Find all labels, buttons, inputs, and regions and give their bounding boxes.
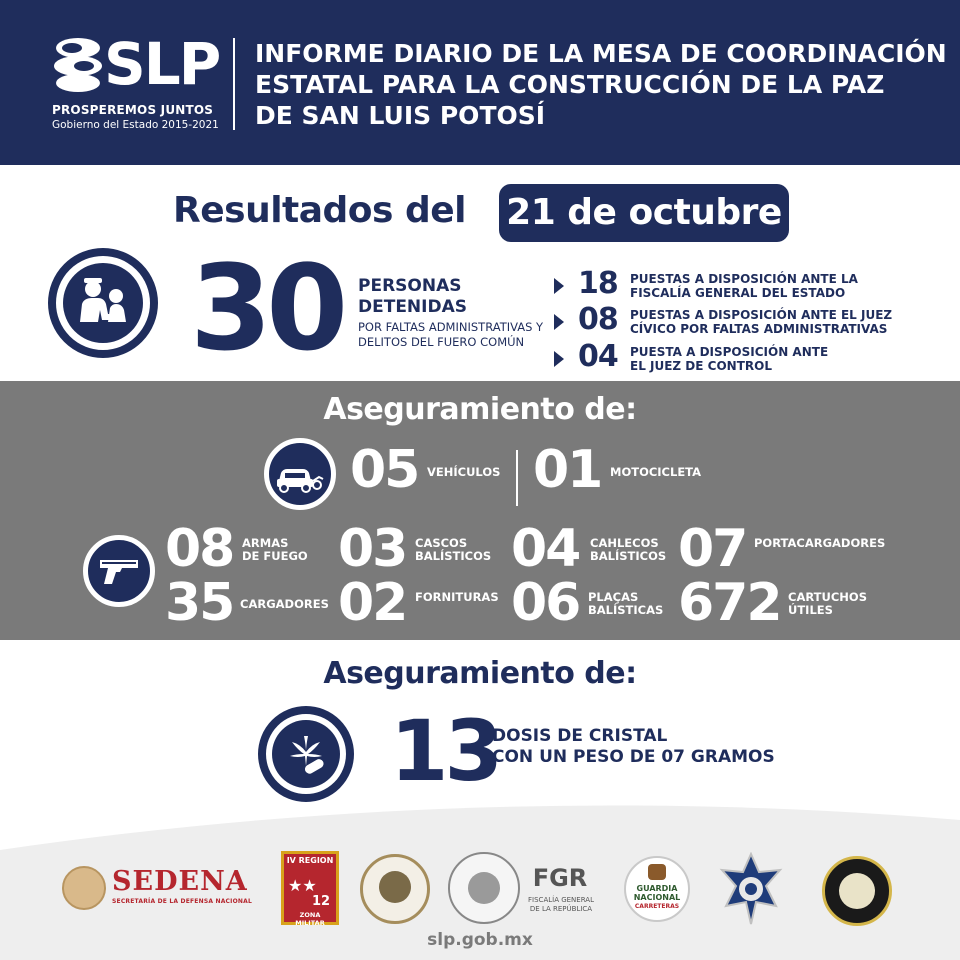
website-link[interactable]: slp.gob.mx (427, 930, 533, 950)
mexico-federal-seal-icon (448, 852, 520, 924)
vehicle-icon (264, 438, 336, 510)
helmets-count: 03 (338, 519, 407, 579)
arrow-right-icon (554, 278, 564, 294)
header-divider (233, 38, 235, 130)
belts-count: 02 (338, 573, 407, 633)
vehicles-count: 05 (350, 440, 419, 500)
motorcycles-label: MOTOCICLETA (610, 465, 702, 479)
firearms-count: 08 (165, 519, 234, 579)
government-period: Gobierno del Estado 2015-2021 (52, 119, 219, 131)
arrow-right-icon (554, 351, 564, 367)
drugs-icon (258, 706, 354, 802)
helmets-label: CASCOS BALÍSTICOS (415, 536, 492, 563)
magazines-label: CARGADORES (240, 597, 329, 611)
magazine-holders-label: PORTACARGADORES (754, 536, 886, 550)
slp-logo-text: SLP (104, 30, 220, 98)
vests-count: 04 (511, 519, 580, 579)
cartridges-count: 672 (678, 573, 781, 633)
fgr-logo: FGR (532, 864, 588, 892)
drugs-title: Aseguramiento de: (323, 656, 637, 691)
doses-count: 13 (390, 702, 499, 800)
date-badge: 21 de octubre (499, 184, 789, 242)
magazines-count: 35 (165, 573, 234, 633)
fiscalia-estado-seal-icon (822, 856, 892, 926)
detained-count: 30 (190, 239, 343, 377)
detainee-icon (48, 248, 158, 358)
report-title: INFORME DIARIO DE LA MESA DE COORDINACIÓN ESTATAL PARA LA CONSTRUCCIÓN DE LA PAZ DE SAN LUIS POTOSÍ (255, 39, 947, 130)
eagle-icon (648, 864, 666, 880)
slp-logo-icon (52, 36, 104, 92)
detained-subtitle: POR FALTAS ADMINISTRATIVAS Y DELITOS DEL FUERO COMÚN (358, 320, 544, 349)
arrow-right-icon (554, 314, 564, 330)
plates-count: 06 (511, 573, 580, 633)
guardia-nacional-seal-icon (360, 854, 430, 924)
cartridges-label: CARTUCHOS ÚTILES (788, 590, 867, 617)
police-badge-icon (716, 852, 786, 926)
header-banner (0, 0, 960, 165)
detained-title: PERSONAS DETENIDAS (358, 276, 467, 317)
motorcycles-count: 01 (533, 440, 602, 500)
military-zone-badge: IV REGION ★★ 12 ZONA MILITAR (281, 851, 339, 925)
magazine-holders-count: 07 (678, 519, 747, 579)
guardia-nacional-carreteras-logo: GUARDIA NACIONAL CARRETERAS (624, 856, 690, 922)
plates-label: PLAÇAS BALÍSTICAS (588, 590, 664, 617)
slogan: PROSPEREMOS JUNTOS (52, 103, 214, 117)
vests-label: CAHLECOS BALÍSTICOS (590, 536, 667, 563)
vehicles-label: VEHÍCULOS (427, 465, 501, 479)
results-label: Resultados del (173, 190, 467, 231)
sedena-subtitle: SECRETARÍA DE LA DEFENSA NACIONAL (112, 898, 252, 905)
vertical-divider (516, 450, 518, 506)
fgr-subtitle: FISCALÍA GENERAL DE LA REPÚBLICA (528, 896, 594, 913)
firearms-label: ARMAS DE FUEGO (242, 536, 308, 563)
mexico-coat-of-arms-icon (62, 866, 106, 910)
handgun-icon (83, 535, 155, 607)
seizures-title: Aseguramiento de: (323, 392, 637, 427)
doses-description: DOSIS DE CRISTAL CON UN PESO DE 07 GRAMOS (492, 726, 775, 767)
sedena-logo: SEDENA (112, 866, 248, 897)
stars-icon: ★★ (288, 876, 317, 895)
belts-label: FORNITURAS (415, 590, 499, 604)
